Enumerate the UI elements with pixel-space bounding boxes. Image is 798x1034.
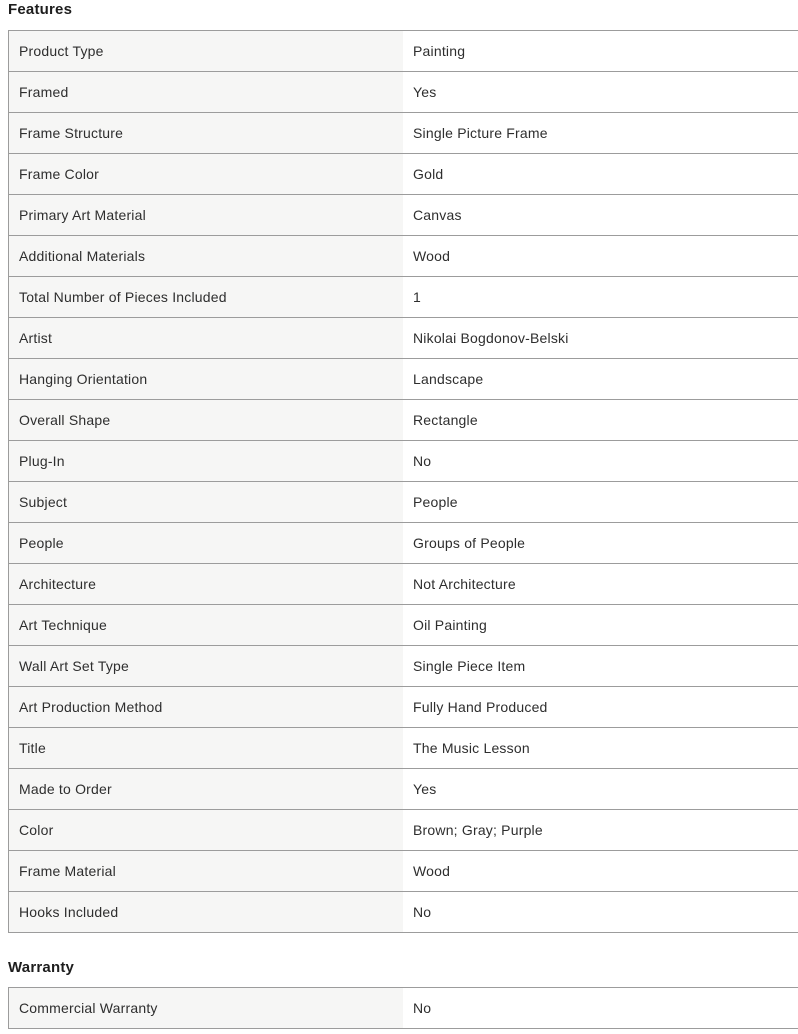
spec-value: Groups of People (403, 523, 798, 563)
warranty-section-title: Warranty (8, 959, 75, 976)
spec-value: Single Picture Frame (403, 113, 798, 153)
spec-value: 1 (403, 277, 798, 317)
spec-value: Rectangle (403, 400, 798, 440)
spec-row (9, 988, 798, 1029)
section-warranty (8, 960, 798, 1029)
spec-row (9, 605, 798, 646)
spec-label: Architecture (9, 564, 403, 604)
spec-row (9, 564, 798, 605)
spec-row (9, 851, 798, 892)
spec-value: No (403, 988, 798, 1028)
spec-label: Wall Art Set Type (9, 646, 403, 686)
spec-label: Made to Order (9, 769, 403, 809)
spec-row (9, 195, 798, 236)
spec-label: Commercial Warranty (9, 988, 403, 1028)
spec-row (9, 277, 798, 318)
spec-row (9, 113, 798, 154)
spec-label: Art Technique (9, 605, 403, 645)
spec-value: Gold (403, 154, 798, 194)
spec-row (9, 769, 798, 810)
spec-row (9, 236, 798, 277)
spec-value: Yes (403, 72, 798, 112)
spec-label: Total Number of Pieces Included (9, 277, 403, 317)
section-features (8, 2, 798, 933)
spec-row (9, 441, 798, 482)
spec-label: People (9, 523, 403, 563)
spec-label: Subject (9, 482, 403, 522)
warranty-table (8, 987, 798, 1029)
spec-label: Hooks Included (9, 892, 403, 932)
spec-value: Yes (403, 769, 798, 809)
spec-row (9, 810, 798, 851)
spec-value: Painting (403, 31, 798, 71)
spec-row (9, 728, 798, 769)
spec-label: Color (9, 810, 403, 850)
spec-value: Landscape (403, 359, 798, 399)
spec-row (9, 154, 798, 195)
spec-value: Brown; Gray; Purple (403, 810, 798, 850)
spec-value: People (403, 482, 798, 522)
spec-label: Artist (9, 318, 403, 358)
spec-value: Fully Hand Produced (403, 687, 798, 727)
spec-row (9, 892, 798, 933)
spec-row (9, 687, 798, 728)
spec-value: Nikolai Bogdonov-Belski (403, 318, 798, 358)
spec-row (9, 482, 798, 523)
spec-row (9, 400, 798, 441)
spec-value: Oil Painting (403, 605, 798, 645)
spec-row (9, 72, 798, 113)
spec-label: Product Type (9, 31, 403, 71)
spec-row (9, 359, 798, 400)
spec-label: Hanging Orientation (9, 359, 403, 399)
spec-label: Plug-In (9, 441, 403, 481)
spec-label: Framed (9, 72, 403, 112)
spec-row (9, 646, 798, 687)
features-table (8, 30, 798, 933)
features-section-title: Features (8, 1, 73, 18)
spec-label: Frame Structure (9, 113, 403, 153)
spec-value: Not Architecture (403, 564, 798, 604)
spec-row (9, 31, 798, 72)
spec-label: Primary Art Material (9, 195, 403, 235)
spec-value: No (403, 441, 798, 481)
spec-value: Wood (403, 236, 798, 276)
spec-row (9, 318, 798, 359)
spec-label: Additional Materials (9, 236, 403, 276)
spec-value: Single Piece Item (403, 646, 798, 686)
spec-value: The Music Lesson (403, 728, 798, 768)
spec-value: No (403, 892, 798, 932)
spec-row (9, 523, 798, 564)
spec-label: Title (9, 728, 403, 768)
spec-label: Frame Color (9, 154, 403, 194)
spec-label: Overall Shape (9, 400, 403, 440)
spec-value: Wood (403, 851, 798, 891)
spec-value: Canvas (403, 195, 798, 235)
spec-label: Frame Material (9, 851, 403, 891)
spec-label: Art Production Method (9, 687, 403, 727)
